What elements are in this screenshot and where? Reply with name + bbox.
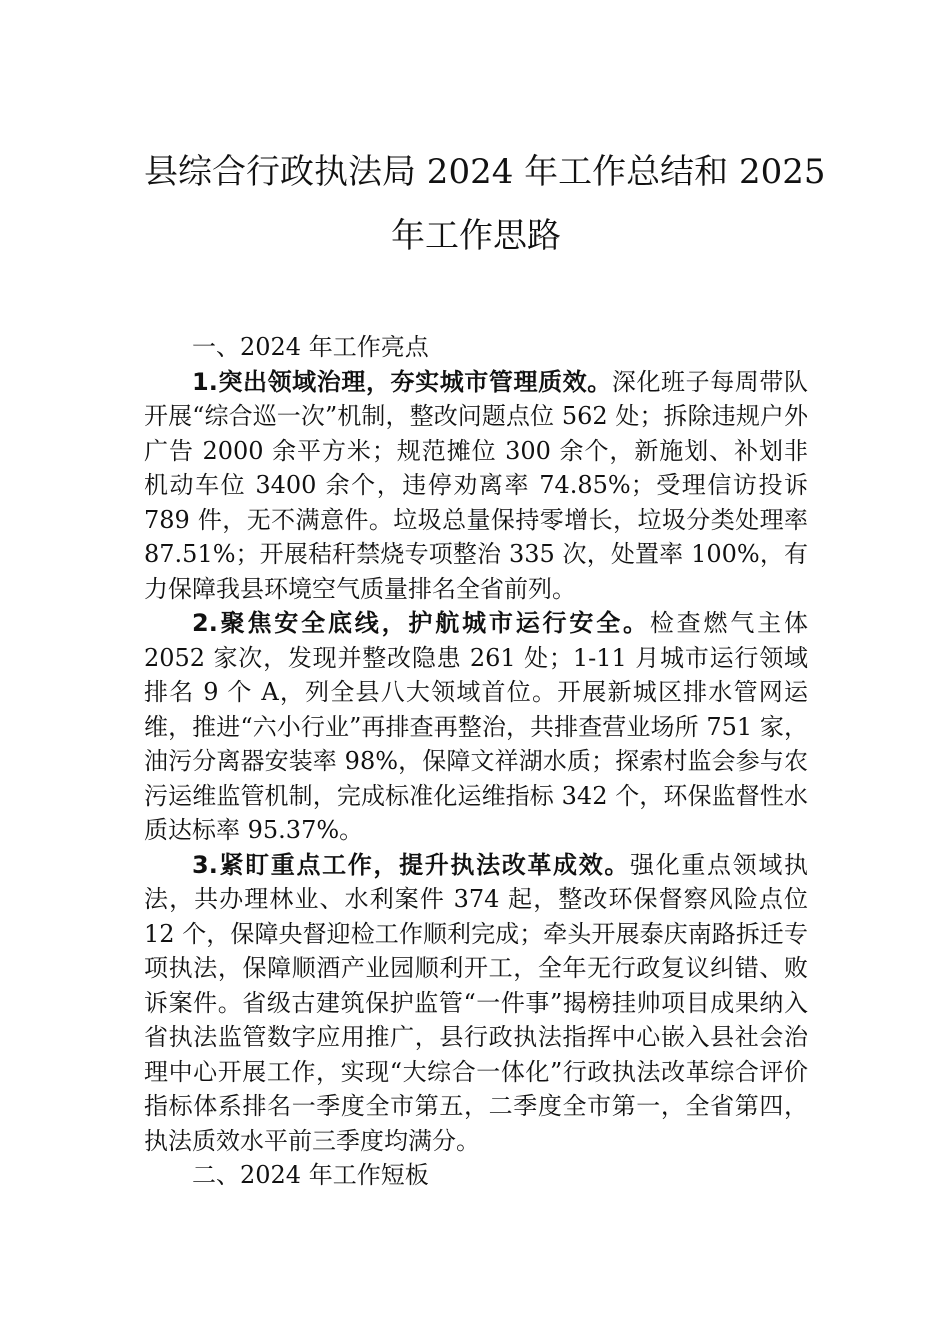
paragraph-text: 深化班子每周带队开展“综合巡一次”机制，整改问题点位 562 处；拆除违规户外广告 2000 余平方米；规范摊位 300 余个，新施划、补划非机动车位 3400 余个，违停劝离率 74.85%；受理信访投诉 789 件，无不满意件。垃圾总量保持零增长，垃圾分类处理率 87.51%；开展秸秆禁烧专项整治 335 次，处置率 100%，有力保障我县环境空气质量排名全省前列。 <box>144 367 808 603</box>
paragraph-item-1 <box>144 365 808 607</box>
section-heading-highlights: 一、2024 年工作亮点 <box>192 333 429 361</box>
title-line-2: 年工作思路 <box>391 216 561 256</box>
paragraph-text: 强化重点领域执法，共办理林业、水利案件 374 起，整改环保督察风险点位 12 个，保障央督迎检工作顺利完成；牵头开展泰庆南路拆迁专项执法，保障顺酒产业园顺利开工，全年无行政复议纠错、败诉案件。省级古建筑保护监管“一件事”揭榜挂帅项目成果纳入省执法监管数字应用推广，县行政执法指挥中心嵌入县社会治理中心开展工作，实现“大综合一体化”行政执法改革综合评价指标体系排名一季度全市第五，二季度全市第一，全省第四，执法质效水平前三季度均满分。 <box>144 850 808 1155</box>
document-page <box>144 140 826 1193</box>
paragraph-lead: 2.聚焦安全底线，护航城市运行安全。 <box>192 609 650 637</box>
title-line-1: 县综合行政执法局 2024 年工作总结和 2025 <box>144 152 826 192</box>
document-body <box>144 330 808 1193</box>
paragraph-text: 检查燃气主体 2052 家次，发现并整改隐患 261 处；1-11 月城市运行领域排名 9 个 A，列全县八大领域首位。开展新城区排水管网运维，推进“六小行业”再排查再整治，共排查营业场所 751 家，油污分离器安装率 98%，保障文祥湖水质；探索村监会参与农污运维监管机制，完成标准化运维指标 342 个，环保监督性水质达标率 95.37%。 <box>144 609 808 844</box>
paragraph-lead: 1.突出领域治理，夯实城市管理质效。 <box>192 367 612 396</box>
paragraph-item-2 <box>144 606 808 848</box>
paragraph-item-3 <box>144 848 808 1159</box>
document-title <box>144 140 826 268</box>
section-heading-shortcomings: 二、2024 年工作短板 <box>192 1161 429 1189</box>
paragraph-lead: 3.紧盯重点工作，提升执法改革成效。 <box>192 850 631 879</box>
